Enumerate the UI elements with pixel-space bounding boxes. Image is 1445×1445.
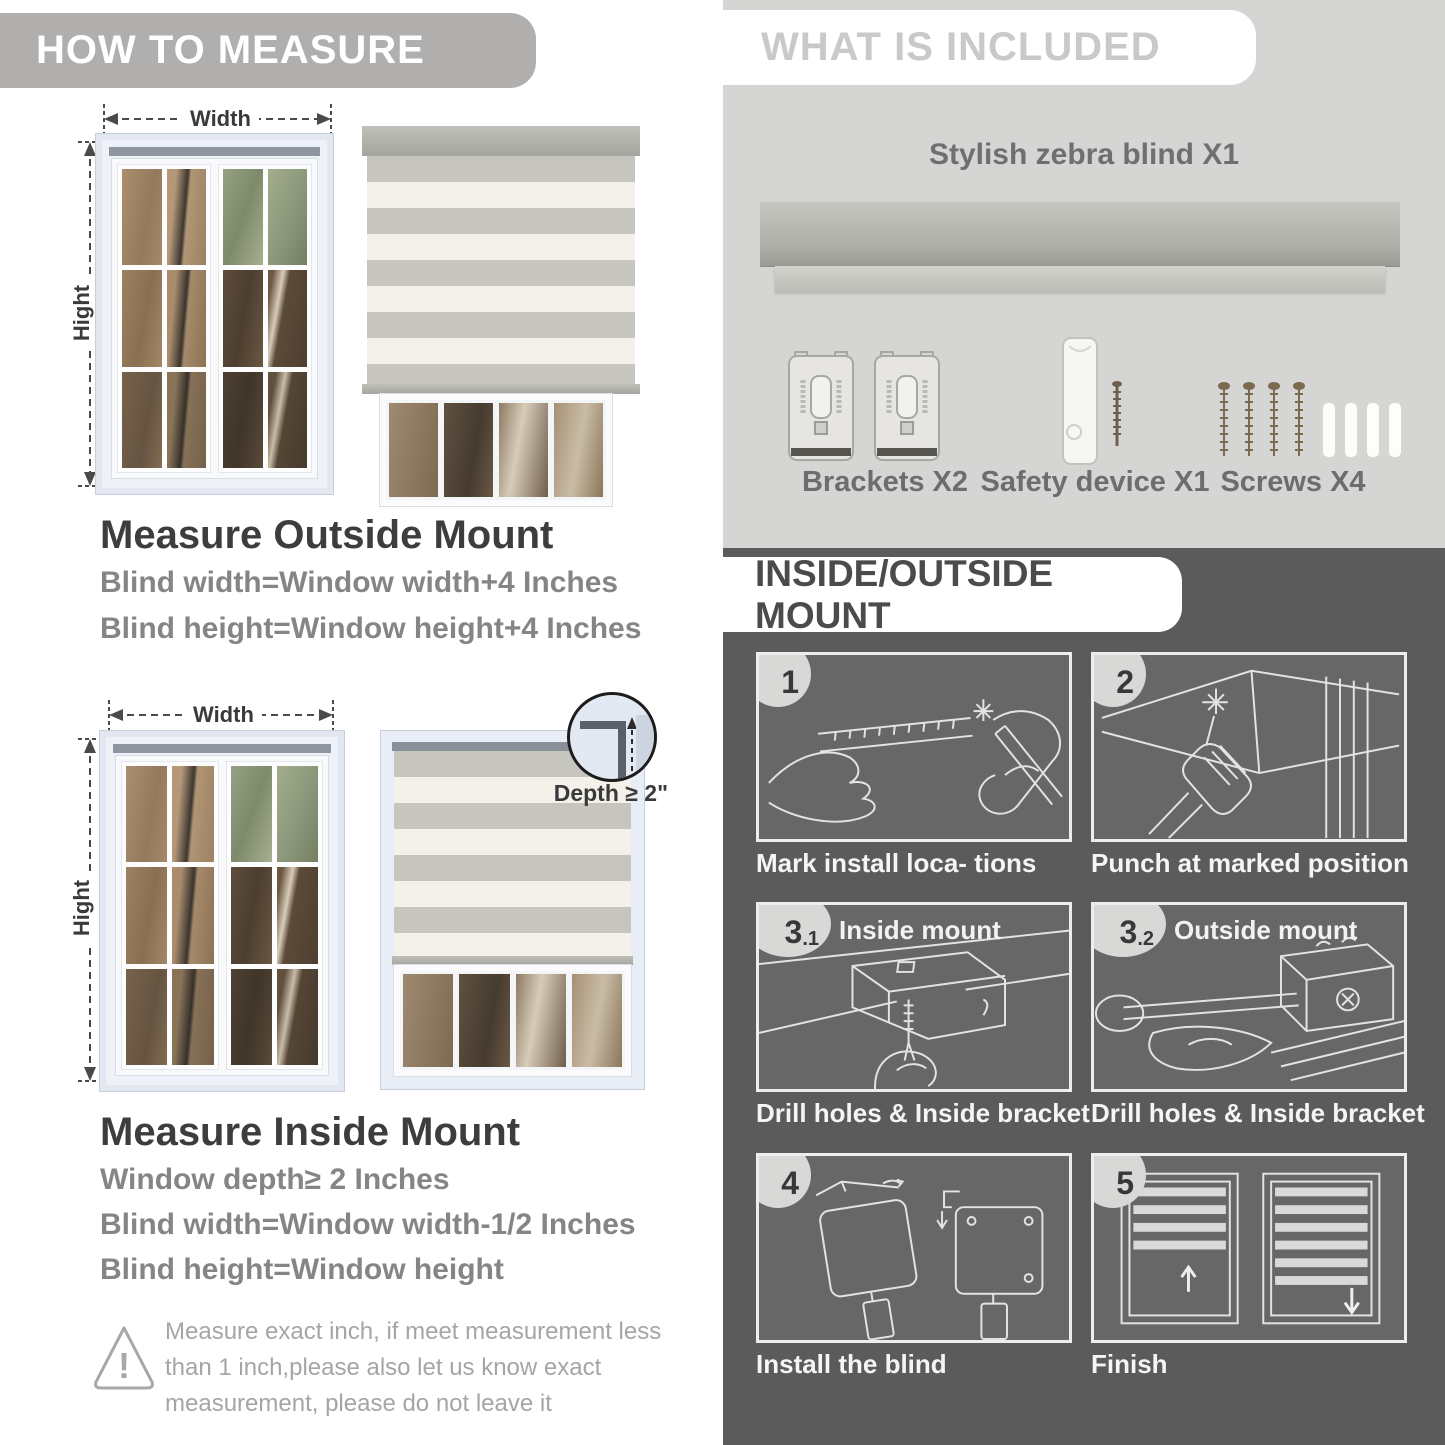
step-3-1-title: Inside mount [839, 915, 1001, 945]
window-pane [126, 766, 167, 862]
blind-bottom-rail [362, 384, 640, 394]
screws-label: Screws X4 [1220, 466, 1366, 498]
height-label: Hight [69, 277, 95, 349]
step-3-2-caption: Drill holes & Inside bracket [1091, 1098, 1425, 1128]
window-pane [126, 969, 167, 1065]
step-number: 2 [1116, 664, 1134, 700]
width-arrow-icon [105, 700, 337, 730]
window-pane [122, 372, 162, 468]
warning-line: Measure exact inch, if meet measurement less [165, 1318, 662, 1345]
window-pane [231, 969, 272, 1065]
window-pane [167, 270, 207, 366]
step-4-caption: Install the blind [756, 1349, 947, 1379]
window-left-door [117, 164, 211, 473]
step-subnumber: .1 [802, 928, 819, 950]
step-5-caption: Finish [1091, 1349, 1168, 1379]
width-label: Width [182, 106, 259, 132]
window-left-door [121, 761, 219, 1070]
window-recess [109, 147, 320, 156]
window-pane [268, 169, 308, 265]
window-pane [231, 766, 272, 862]
mount-instructions-section [723, 548, 1445, 1445]
screws-photo [1218, 380, 1404, 464]
width-arrow-icon [100, 104, 335, 134]
window-pane [122, 169, 162, 265]
window-pane [268, 270, 308, 366]
window-photo-inside [99, 730, 345, 1092]
what-is-included-header [723, 10, 1256, 85]
window-pane [277, 766, 318, 862]
svg-text:!: ! [118, 1345, 130, 1386]
window-pane [389, 403, 438, 497]
window-below-blind [380, 394, 612, 506]
window-pane [268, 372, 308, 468]
window-pane [572, 974, 622, 1067]
window-pane [499, 403, 548, 497]
outside-spec-height: Blind height=Window height+4 Inches [100, 612, 642, 645]
inside-mount-title: Measure Inside Mount [100, 1110, 521, 1154]
blind-headrail [362, 126, 640, 156]
window-photo-outside [95, 133, 334, 495]
what-is-included-section [723, 0, 1445, 548]
step-1-panel [756, 652, 1072, 842]
inside-spec-depth: Window depth≥ 2 Inches [100, 1163, 450, 1196]
safety-device-photo [1059, 336, 1139, 468]
outside-spec-width: Blind width=Window width+4 Inches [100, 566, 619, 599]
height-label: Hight [69, 872, 95, 944]
brackets-label: Brackets X2 [801, 466, 969, 498]
step-3-1-panel [756, 902, 1072, 1092]
step-3-1-caption: Drill holes & Inside bracket [756, 1098, 1090, 1128]
mount-header [723, 552, 1182, 636]
window-pane [223, 169, 263, 265]
brackets-photo [785, 346, 945, 468]
warning-line: measurement, please do not leave it [165, 1390, 552, 1417]
inside-spec-width: Blind width=Window width-1/2 Inches [100, 1208, 636, 1241]
window-pane [277, 867, 318, 963]
window-pane [277, 969, 318, 1065]
depth-label: Depth ≥ 2" [553, 780, 668, 806]
outside-mount-title: Measure Outside Mount [100, 513, 554, 557]
window-pane [172, 867, 213, 963]
how-to-measure-title: HOW TO MEASURE [36, 28, 425, 72]
window-right-door [218, 164, 312, 473]
window-pane [223, 270, 263, 366]
product-label: Stylish zebra blind X1 [928, 138, 1240, 171]
step-2-caption: Punch at marked position [1091, 848, 1409, 878]
warning-triangle-icon [92, 1322, 156, 1394]
step-3-2-panel [1091, 902, 1407, 1092]
window-pane [172, 969, 213, 1065]
safety-device-label: Safety device X1 [980, 466, 1210, 498]
step-3-2-title: Outside mount [1174, 915, 1358, 945]
step-number: 4 [781, 1165, 799, 1201]
blind-fabric [367, 156, 635, 384]
width-label: Width [185, 702, 262, 728]
blind-bottom-rail [392, 956, 633, 965]
window-recess [113, 744, 331, 753]
step-5-panel [1091, 1153, 1407, 1343]
window-pane [172, 766, 213, 862]
window-right-door [226, 761, 324, 1070]
measure-warning-text [165, 1314, 665, 1422]
window-pane [167, 372, 207, 468]
step-2-panel [1091, 652, 1407, 842]
window-pane [516, 974, 566, 1067]
mount-header-title: INSIDE/OUTSIDE MOUNT [755, 552, 1054, 636]
step-number: 3 [1119, 914, 1138, 950]
inside-spec-height: Blind height=Window height [100, 1253, 504, 1286]
window-pane [444, 403, 493, 497]
window-pane [126, 867, 167, 963]
window-pane [223, 372, 263, 468]
depth-detail-magnifier-icon [567, 692, 657, 782]
step-1-caption: Mark install loca- tions [756, 848, 1037, 878]
how-to-measure-header [0, 13, 536, 88]
window-pane [231, 867, 272, 963]
zebra-blind-valance-photo [775, 266, 1385, 292]
zebra-blind-outside-mount-figure [362, 126, 640, 508]
window-pane [459, 974, 509, 1067]
window-pane [122, 270, 162, 366]
step-number: 5 [1116, 1165, 1134, 1201]
what-is-included-title: WHAT IS INCLUDED [761, 25, 1161, 69]
window-pane [403, 974, 453, 1067]
window-pane [167, 169, 207, 265]
window-below-blind [394, 965, 631, 1076]
step-number: 3 [784, 914, 803, 950]
step-4-panel [756, 1153, 1072, 1343]
warning-line: than 1 inch,please also let us know exact [165, 1354, 602, 1381]
step-number: 1 [781, 664, 799, 700]
window-pane [554, 403, 603, 497]
zebra-blind-headrail-photo [760, 202, 1400, 266]
step-subnumber: .2 [1137, 928, 1154, 950]
